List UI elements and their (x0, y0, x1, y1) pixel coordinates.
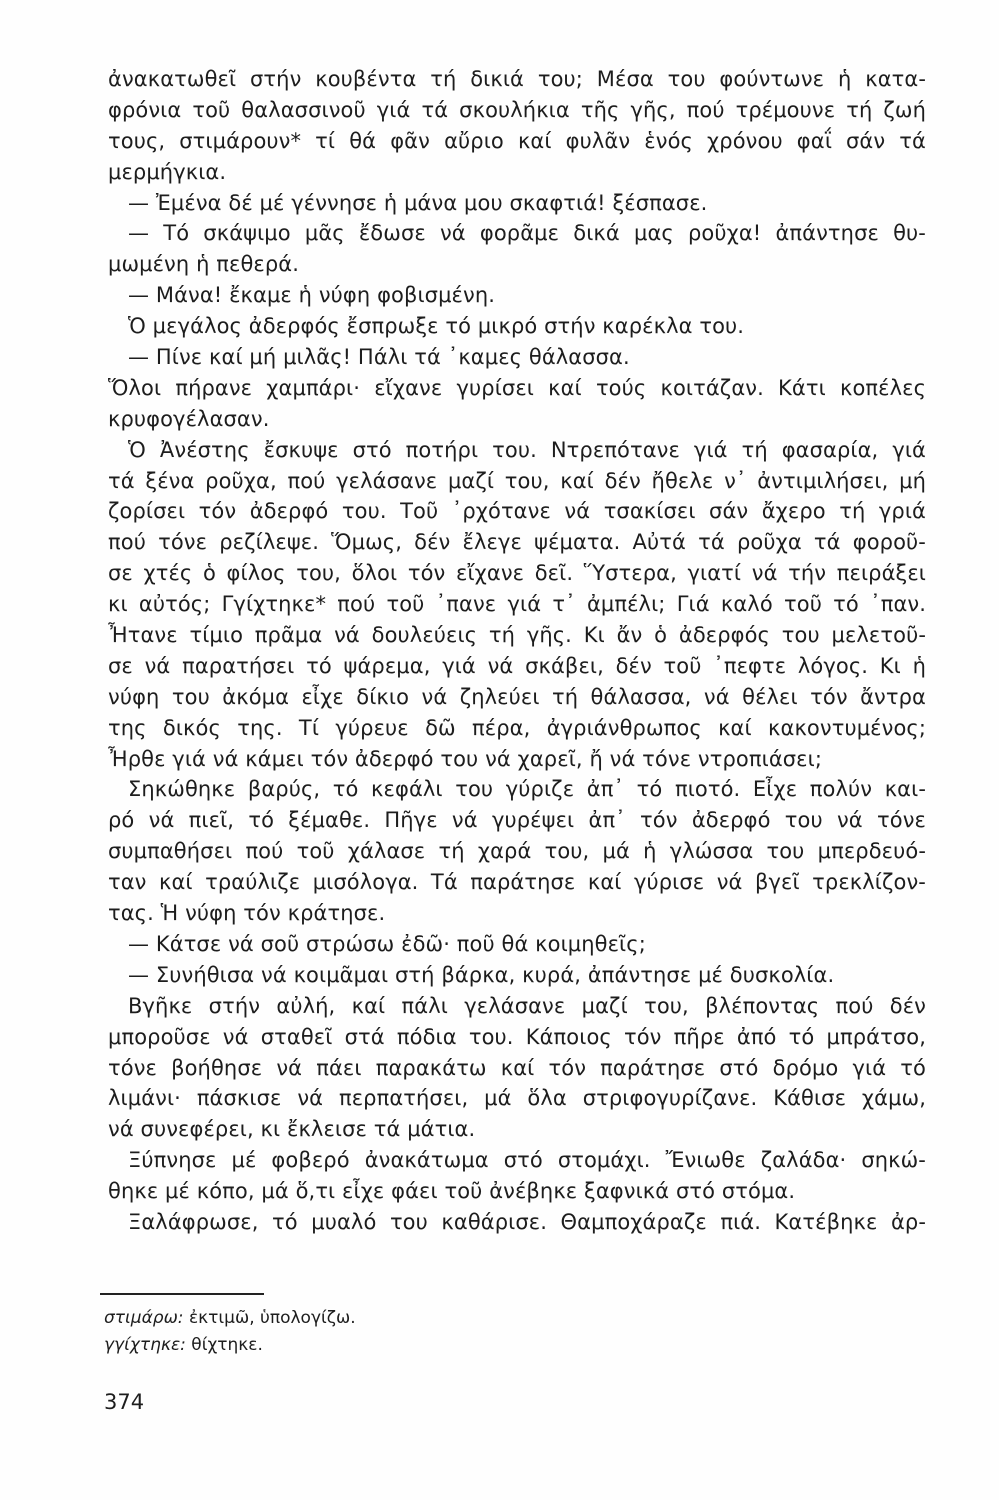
footnote-term: στιμάρω: (104, 1308, 184, 1328)
footnote-definition: θίχτηκε. (191, 1335, 263, 1355)
text-line: νά συνεφέρει, κι ἔκλεισε τά μάτια. (108, 1117, 476, 1142)
text-line: Ὅλοι πήρανε χαμπάρι· εἴχανε γυρίσει καί τούς κοιτάζαν. Κάτι κοπέλες (108, 375, 926, 400)
footnote (104, 1305, 356, 1332)
text-line: τους, στιμάρουν* τί θά φᾶν αὔριο καί φυλᾶν ἑνός χρόνου φαΐ σάν τά (108, 128, 926, 153)
text-line: Ξύπνησε μέ φοβερό ἀνακάτωμα στό στομάχι. Ἔνιωθε ζαλάδα· σηκώ- (128, 1148, 926, 1173)
text-line: ρό νά πιεῖ, τό ξέμαθε. Πῆγε νά γυρέψει ἀπ᾽ τόν ἀδερφό του νά τόνε (108, 808, 926, 833)
text-line: Ὁ μεγάλος ἀδερφός ἔσπρωξε τό μικρό στήν καρέκλα του. (128, 314, 745, 339)
text-line: τόνε βοήθησε νά πάει παρακάτω καί τόν παράτησε στό δρόμο γιά τό (108, 1055, 926, 1080)
text-line: ταν καί τραύλιζε μισόλογα. Τά παράτησε καί γύρισε νά βγεῖ τρεκλίζον- (108, 870, 926, 895)
text-line: τά ξένα ροῦχα, πού γελάσανε μαζί του, καί δέν ἤθελε ν᾽ ἀντιμιλήσει, μή (108, 468, 926, 493)
text-line: μερμήγκια. (108, 159, 227, 184)
text-line: — Ἐμένα δέ μέ γέννησε ἡ μάνα μου σκαφτιά! ξέσπασε. (128, 190, 708, 215)
text-line: μωμένη ἡ πεθερά. (108, 252, 299, 277)
footnote-divider (100, 1293, 264, 1295)
text-line: συμπαθήσει πού τοῦ χάλασε τή χαρά του, μά ἡ γλώσσα του μπερδευό- (108, 839, 926, 864)
text-line: — Κάτσε νά σοῦ στρώσω ἐδῶ· ποῦ θά κοιμηθεῖς; (128, 931, 646, 956)
text-line: Ξαλάφρωσε, τό μυαλό του καθάρισε. Θαμποχάραζε πιά. Κατέβηκε ἀρ- (128, 1209, 926, 1234)
text-line: ζορίσει τόν ἀδερφό του. Τοῦ ᾽ρχότανε νά τσακίσει σάν ἄχερο τή γριά (108, 499, 926, 524)
text-line: κι αὐτός; Γγίχτηκε* πού τοῦ ᾽πανε γιά τ᾽ ἀμπέλι; Γιά καλό τοῦ τό ᾽παν. (108, 592, 926, 617)
text-line: κρυφογέλασαν. (108, 406, 270, 431)
text-line: μποροῦσε νά σταθεῖ στά πόδια του. Κάποιος τόν πῆρε ἀπό τό μπράτσο, (108, 1024, 926, 1049)
text-line: Ἦτανε τίμιο πρᾶμα νά δουλεύεις τή γῆς. Κι ἄν ὁ ἀδερφός του μελετοῦ- (108, 623, 926, 648)
footnote-term: γγίχτηκε: (104, 1335, 186, 1355)
text-line: Σηκώθηκε βαρύς, τό κεφάλι του γύριζε ἀπ᾽ τό πιοτό. Εἶχε πολύν και- (128, 777, 926, 802)
text-line: Ὁ Ἀνέστης ἔσκυψε στό ποτήρι του. Ντρεπότανε γιά τή φασαρία, γιά (128, 437, 926, 462)
text-line: σε χτές ὁ φίλος του, ὅλοι τόν εἴχανε δεῖ. Ὕστερα, γιατί νά τήν πειράξει (108, 561, 926, 586)
footnote-definition: ἐκτιμῶ, ὑπολογίζω. (188, 1308, 356, 1328)
footnote (104, 1332, 356, 1359)
text-line: — Πίνε καί μή μιλᾶς! Πάλι τά ᾽καμες θάλασσα. (128, 345, 630, 370)
text-line: λιμάνι· πάσκισε νά περπατήσει, μά ὅλα στριφογυρίζανε. Κάθισε χάμω, (108, 1086, 926, 1111)
footnotes (104, 1305, 356, 1359)
text-line: σε νά παρατήσει τό ψάρεμα, γιά νά σκάβει, δέν τοῦ ᾽πεφτε λόγος. Κι ἡ (108, 653, 926, 678)
text-line: Ἦρθε γιά νά κάμει τόν ἀδερφό του νά χαρεῖ, ἤ νά τόνε ντροπιάσει; (108, 746, 823, 771)
text-line: Βγῆκε στήν αὐλή, καί πάλι γελάσανε μαζί του, βλέποντας πού δέν (128, 993, 926, 1018)
page-number: 374 (104, 1390, 145, 1414)
text-line: φρόνια τοῦ θαλασσινοῦ γιά τά σκουλήκια τῆς γῆς, πού τρέμουνε τή ζωή (108, 97, 926, 122)
text-line: θηκε μέ κόπο, μά ὅ,τι εἶχε φάει τοῦ ἀνέβηκε ξαφνικά στό στόμα. (108, 1179, 796, 1204)
text-line: νύφη του ἀκόμα εἶχε δίκιο νά ζηλεύει τή θάλασσα, νά θέλει τόν ἄντρα (108, 684, 926, 709)
text-line: ἀνακατωθεῖ στήν κουβέντα τή δικιά του; Μέσα του φούντωνε ἡ κατα- (108, 67, 926, 91)
text-line: — Τό σκάψιμο μᾶς ἔδωσε νά φορᾶμε δικά μας ροῦχα! ἀπάντησε θυ- (128, 221, 926, 246)
text-line: της δικός της. Τί γύρευε δῶ πέρα, ἀγριάνθρωπος καί κακοντυμένος; (108, 715, 926, 740)
text-line: — Μάνα! ἔκαμε ἡ νύφη φοβισμένη. (128, 283, 496, 308)
text-line: — Συνήθισα νά κοιμᾶμαι στή βάρκα, κυρά, ἀπάντησε μέ δυσκολία. (128, 962, 835, 987)
text-line: πού τόνε ρεζίλεψε. Ὅμως, δέν ἔλεγε ψέματα. Αὐτά τά ροῦχα τά φοροῦ- (108, 530, 926, 555)
text-line: τας. Ἡ νύφη τόν κράτησε. (108, 901, 386, 926)
main-text (108, 64, 926, 1238)
